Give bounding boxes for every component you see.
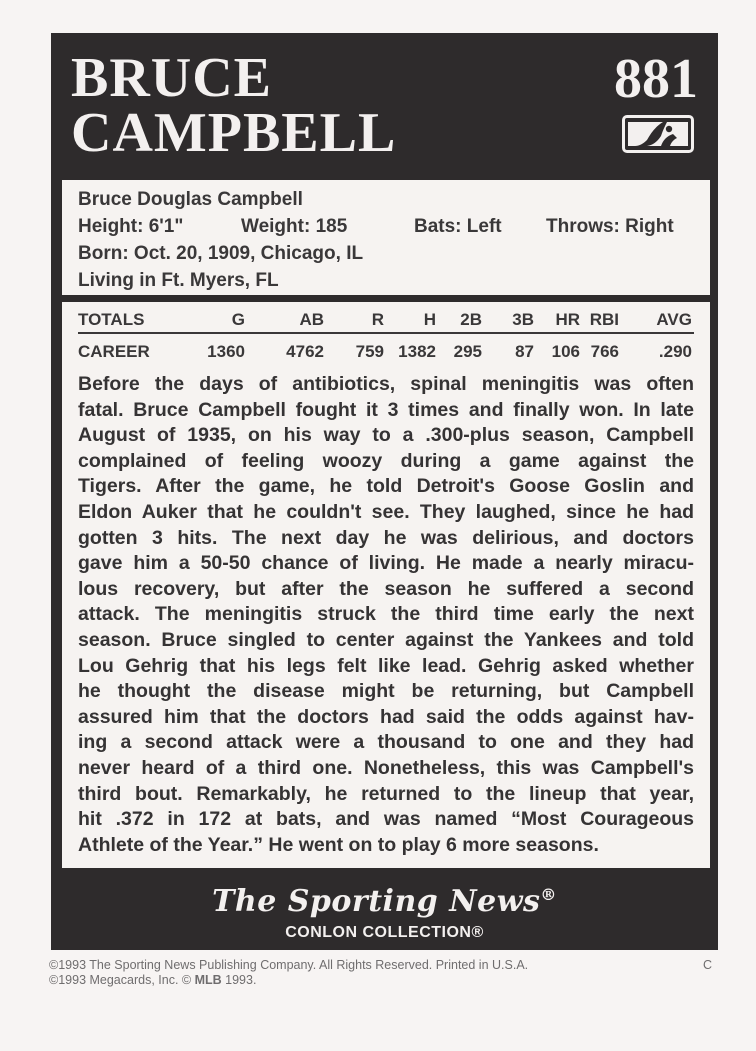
stats-career-row [78, 340, 694, 368]
stats-cell: 295 [453, 342, 482, 361]
bio-panel [62, 180, 710, 295]
stats-cell: .290 [658, 342, 692, 361]
biography-line: gotten 3 hits. The next day he was delirious, and doctors [78, 526, 694, 549]
biography-line: Athlete of the Year.” He went on to play 6 more seasons. [78, 833, 599, 856]
biography-line: attack. The meningitis struck the third time early the next [78, 603, 694, 626]
card-header [51, 33, 718, 178]
weight: Weight: 185 [241, 216, 348, 237]
stats-header-cell: AVG [656, 310, 692, 329]
stats-header-cell: AB [299, 310, 324, 329]
brand-registered-mark: ® [540, 885, 557, 904]
stats-header-cell: TOTALS [78, 310, 145, 329]
stats-header-cell: 2B [460, 310, 482, 329]
legal-text [49, 958, 528, 988]
biography-line: lous recovery, but after the season he suffered a second [78, 577, 694, 600]
stats-cell: 4762 [286, 342, 324, 361]
stats-cell: 766 [590, 342, 619, 361]
stats-header-cell: 3B [512, 310, 534, 329]
mlb-logo-icon [622, 115, 694, 153]
biography-line: he thought the disease might be returning, but Campbell [78, 680, 694, 703]
legal-line-2 [49, 973, 528, 988]
stats-header-cell: RBI [589, 310, 619, 329]
living: Living in Ft. Myers, FL [78, 270, 279, 291]
biography-line: third bout. Remarkably, he returned to the lineup that year, [78, 782, 694, 805]
born: Born: Oct. 20, 1909, Chicago, IL [78, 243, 364, 264]
biography-line: ing a second attack were a thousand to one and they had [78, 731, 694, 754]
card-number: 881 [614, 48, 698, 110]
sporting-news-logo [51, 884, 718, 919]
biography-line: August of 1935, on his way to a .300-plus season, Campbell [78, 424, 694, 447]
stats-cell: 1382 [398, 342, 436, 361]
player-name [71, 47, 397, 164]
card-footer [51, 870, 718, 950]
stats-cell: 106 [551, 342, 580, 361]
stats-header-cell: H [423, 310, 436, 329]
full-name: Bruce Douglas Campbell [78, 189, 303, 210]
biography-line: Before the days of antibiotics, spinal meningitis was often [78, 373, 694, 395]
biography-line: Eldon Auker that he couldn't see. They laughed, since he had [78, 500, 694, 523]
stats-header-cell: R [371, 310, 384, 329]
biography-line: assured him that the doctors had said the odds against hav- [78, 705, 694, 728]
player-first-name: BRUCE [71, 47, 273, 109]
biography-line: hit .372 in 172 at bats, and was named “Most Courageous [78, 808, 694, 831]
biography-line: Tigers. After the game, he told Detroit's Goose Goslin and [78, 475, 694, 498]
stats-cell: 87 [515, 342, 534, 361]
brand-name: The Sporting News [212, 884, 541, 919]
legal-mlb: MLB [194, 973, 222, 987]
biography-line: Lou Gehrig that his legs felt like lead. Gehrig asked whether [78, 654, 694, 677]
stats-cell: 759 [355, 342, 384, 361]
stats-cell: 1360 [207, 342, 245, 361]
player-last-name: CAMPBELL [71, 102, 397, 164]
throws: Throws: Right [546, 216, 674, 237]
biography-line: gave him a 50-50 chance of living. He made a nearly miracu- [78, 552, 694, 575]
height: Height: 6'1" [78, 216, 184, 237]
legal-line-1: ©1993 The Sporting News Publishing Company. All Rights Reserved. Printed in U.S.A. [49, 958, 529, 972]
biography-line: season. Bruce singled to center against the Yankees and told [78, 628, 694, 651]
collection-name: CONLON COLLECTION [285, 924, 472, 941]
bats: Bats: Left [414, 216, 502, 237]
collection-registered-mark: ® [471, 924, 484, 941]
stats-header-row [78, 308, 694, 334]
stats-cell: CAREER [78, 342, 150, 361]
collection-label [51, 924, 718, 942]
biography-text [78, 372, 694, 858]
legal-code: C [703, 958, 713, 972]
biography-line: complained of feeling woozy during a game against the [78, 449, 694, 472]
legal-line-2-prefix: ©1993 Megacards, Inc. © [49, 973, 192, 987]
main-panel [62, 302, 710, 868]
biography-line: never heard of a third one. Nonetheless, this was Campbell's [78, 756, 694, 779]
legal-line-2-suffix: 1993. [225, 973, 257, 987]
stats-header-cell: G [231, 310, 245, 329]
biography-line: fatal. Bruce Campbell fought it 3 times and finally won. In late [78, 398, 694, 421]
stats-header-cell: HR [555, 310, 580, 329]
